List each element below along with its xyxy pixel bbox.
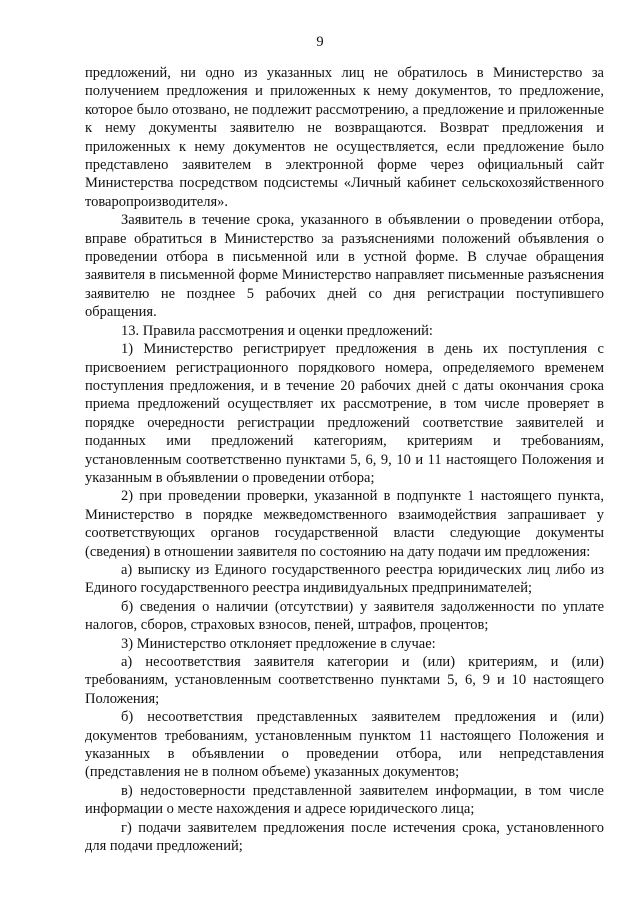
subclause-2b-tax-debt: б) сведения о наличии (отсутствии) у заявителя задолженности по уплате налогов, сборов, страховых взносов, пеней, штрафов, процентов; (85, 598, 604, 634)
clause-2-interagency-request: 2) при проведении проверки, указанной в подпункте 1 настоящего пункта, Министерство в порядке межведомственного взаимодействия запрашивает у соответствующих органов государственной власти следующие документы (сведения) в отношении заявителя по состоянию на дату подачи им предложения: (85, 488, 604, 560)
paragraph-continuation: предложений, ни одно из указанных лиц не обратилось в Министерство за получением предложения и приложенных к нему документов, то предложение, которое было отозвано, не подлежит рассмотрению, а предложение и приложенные к нему документы заявителю не возвращаются. Возврат предложения и приложенных к нему документов не осуществляется, если предложение было представлено заявителем в электронной форме через официальный сайт Министерства посредством подсистемы «Личный кабинет сельскохозяйственного товаропроизводителя». (85, 65, 604, 210)
paragraph-clarifications: Заявитель в течение срока, указанного в объявлении о проведении отбора, вправе обратиться в Министерство за разъяснениями положений объявления о проведении отбора в письменной или в устной форме. В случае обращения заявителя в письменной форме Министерство направляет письменные разъяснения заявителю не позднее 5 рабочих дней со дня регистрации поступившего обращения. (85, 212, 604, 321)
page-number: 9 (316, 34, 324, 50)
section-13-heading: 13. Правила рассмотрения и оценки предложений: (121, 322, 433, 339)
subclause-3g: г) подачи заявителем предложения после истечения срока, установленного для подачи предложений; (85, 819, 604, 855)
subclause-2a-register-extract: а) выписку из Единого государственного реестра юридических лиц либо из Единого государственного реестра индивидуальных предпринимателей; (85, 561, 604, 597)
body-text (85, 64, 604, 855)
subclause-3a: а) несоответствия заявителя категории и (или) критериям, и (или) требованиям, установленным соответственно пунктами 5, 6, 9 и 10 настоящего Положения; (85, 654, 604, 707)
subclause-3v: в) недостоверности представленной заявителем информации, в том числе информации о месте нахождения и адресе юридического лица; (85, 782, 604, 818)
clause-1-registration: 1) Министерство регистрирует предложения в день их поступления с присвоением регистрационного порядкового номера, определяемого временем поступления предложения, и в течение 20 рабочих дней с даты окончания срока приема предложений осуществляет их рассмотрение, в том числе проверяет в порядке очередности регистрации предложений соответствие заявителей и поданных ими предложений категориям, критериям и требованиям, установленным соответственно пунктами 5, 6, 9, 10 и 11 настоящего Положения и указанным в объявлении о проведении отбора; (85, 341, 604, 486)
clause-3-rejection: 3) Министерство отклоняет предложение в случае: (121, 635, 436, 652)
subclause-3b: б) несоответствия представленных заявителем предложения и (или) документов требованиям, установленным пунктом 11 настоящего Положения и указанных в объявлении о проведении отбора, или непредставления (представления не в полном объеме) указанных документов; (85, 709, 604, 781)
